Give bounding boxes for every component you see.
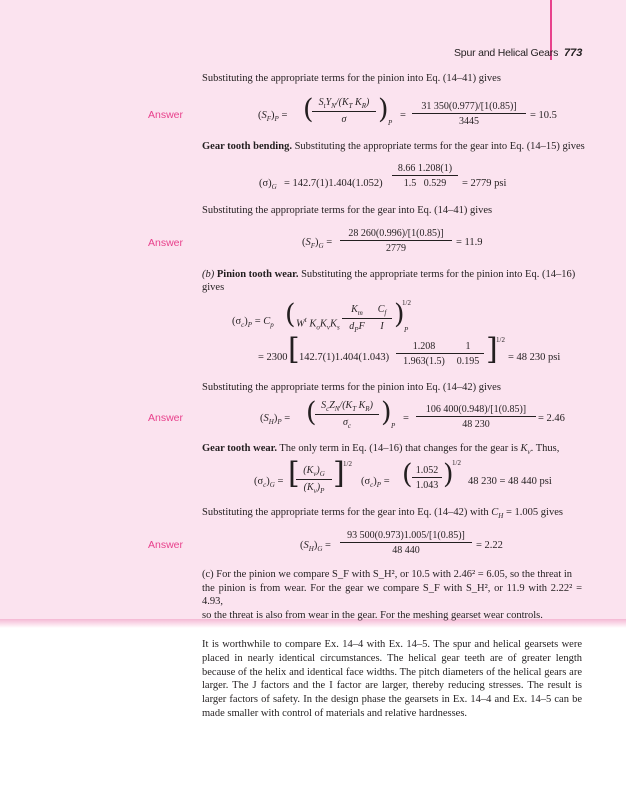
s4-exp-2: 1/2 bbox=[496, 336, 505, 344]
s8-line-1: (c) For the pinion we compare S_F with S_H², or 10.5 with 2.46² = 6.05, so the threat in bbox=[202, 569, 573, 580]
s4-line2-lead: = 2300 bbox=[258, 352, 288, 363]
s6-kv-frac: $\frac{(K_v)_G}{(K_v)_P}$ bbox=[296, 465, 332, 495]
s1-lhs: $(S_F)_P$ = bbox=[258, 110, 288, 124]
s4-result: = 48 230 psi bbox=[508, 352, 561, 363]
s4-sub-p: P bbox=[404, 326, 409, 334]
running-title: Spur and Helical Gears bbox=[454, 47, 559, 59]
answer-label-1: Answer bbox=[148, 109, 184, 121]
s1-paren-close: ) bbox=[378, 94, 389, 125]
s6-lhs: $(\sigma_c)_G$ = bbox=[254, 476, 284, 490]
s1-intro: Substituting the appropriate terms for the pinion into Eq. (14–41) gives bbox=[202, 73, 501, 84]
s5-frac: $\frac{106 400(0.948)/[1(0.85)]}{48 230}$ bbox=[416, 404, 536, 430]
s5-eq: = bbox=[403, 413, 409, 424]
s6-bracket-open: [ bbox=[288, 456, 300, 491]
s7-frac: $\frac{93 500(0.973)1.005/[1(0.85)]}{48 440}$ bbox=[340, 530, 472, 556]
s4-km-frac: $K_m$ $d_PF$ bbox=[342, 304, 372, 334]
s6-ratio-frac: $\frac{1.052}{1.043}$ bbox=[412, 465, 442, 491]
s4-bracket-open: [ bbox=[288, 332, 300, 367]
s4-load-terms: $W^t$ $K_oK_vK_s$ bbox=[296, 316, 340, 332]
s2-frac: $\frac{8.66 1.208(1)}{1.5 0.529}$ bbox=[392, 163, 458, 189]
s2-text: Gear tooth bending. Substituting the appropriate terms for the gear into Eq. (14–15) gives bbox=[202, 141, 585, 152]
s6-exp-2: 1/2 bbox=[452, 459, 461, 467]
s2-result: = 2779 psi bbox=[462, 178, 507, 189]
s8-line-2: the pinion is from wear. For the gear we compare S_F with S_H², or 11.9 with 2.22² = 4.93, bbox=[202, 582, 582, 608]
s6-sigma-p: $(\sigma_c)_P$ = bbox=[361, 476, 390, 490]
s5-paren-close: ) bbox=[381, 397, 392, 428]
s6-paren-close: ) bbox=[443, 459, 454, 490]
s3-frac: $\frac{28 260(0.996)/[1(0.85)]}{2779}$ bbox=[340, 228, 452, 254]
s4-frac-2: $\frac{1}{0.195}$ bbox=[452, 341, 484, 367]
s6-paren-open: ( bbox=[402, 459, 413, 490]
s1-result: = 10.5 bbox=[530, 110, 557, 121]
s7-lhs: $(S_H)_G$ = bbox=[300, 540, 331, 554]
s4-paren-open: ( bbox=[285, 299, 296, 330]
s3-result: = 11.9 bbox=[456, 237, 483, 248]
s4-frac-1: $\frac{1.208}{1.963(1.5)}$ bbox=[396, 341, 452, 367]
s6-text: Gear tooth wear. The only term in Eq. (14–16) that changes for the gear is $K_v$. Thus, bbox=[202, 443, 560, 457]
s6-bracket-close: ] bbox=[333, 456, 345, 491]
s1-paren-open: ( bbox=[303, 94, 314, 125]
s5-intro: Substituting the appropriate terms for the pinion into Eq. (14–42) gives bbox=[202, 382, 501, 393]
s1-inner-frac: $S_tY_N/(K_T$ $K_R$) σ bbox=[312, 97, 376, 125]
s4-exp-1: 1/2 bbox=[402, 299, 411, 307]
s8-line-3: so the threat is also from wear in the gear. For the meshing gearset wear controls. bbox=[202, 609, 543, 621]
s4-text-1: (b) Pinion tooth wear. Substituting the appropriate terms for the pinion into Eq. (14–16) bbox=[202, 269, 576, 280]
s6-exp-1: 1/2 bbox=[343, 460, 352, 468]
answer-label-3: Answer bbox=[148, 412, 184, 424]
s3-lhs: $(S_F)_G$ = bbox=[302, 237, 333, 251]
s5-inner-frac: $S_cZ_N/(K_T$ $K_R$) $\sigma_c$ bbox=[315, 400, 379, 430]
s2-lhs: $(\sigma)_G$ bbox=[259, 178, 277, 192]
s4-bracket-close: ] bbox=[486, 332, 498, 367]
s7-intro: Substituting the appropriate terms for the gear into Eq. (14–42) with $C_H = 1.005$ gives bbox=[202, 507, 563, 521]
s3-intro: Substituting the appropriate terms for the gear into Eq. (14–41) gives bbox=[202, 205, 493, 216]
comparison-paragraph: It is worthwhile to compare Ex. 14–4 with Ex. 14–5. The spur and helical gearsets were placed in nearly identical circumstances. The helical gear teeth are of greater length because of the helix and identical face widths. The pitch diameters of the helical gears are larger. The J factors and the I factor are larger, thereby reducing stresses. The result is larger factors of safety. In the design phase the gearsets in Ex. 14–4 and Ex. 14–5 can be made smaller with control of materials and relative hardnesses. bbox=[202, 639, 582, 719]
s4-paren-close: ) bbox=[394, 299, 405, 330]
s1-frac: $\frac{31 350(0.977)/[1(0.85)]}{3445}$ bbox=[412, 101, 526, 127]
s5-result: = 2.46 bbox=[538, 413, 565, 424]
s8-paragraph bbox=[202, 568, 582, 622]
answer-label-4: Answer bbox=[148, 539, 184, 551]
s7-result: = 2.22 bbox=[476, 540, 503, 551]
s4-text-2: gives bbox=[202, 282, 225, 293]
s6-result: 48 230 = 48 440 psi bbox=[468, 476, 552, 487]
s4-lhs: $(\sigma_c)_P = C_p$ bbox=[232, 316, 274, 330]
answer-label-2: Answer bbox=[148, 237, 184, 249]
s5-paren-open: ( bbox=[306, 397, 317, 428]
s1-eq: = bbox=[400, 110, 406, 121]
s2-mid: = 142.7(1)1.404(1.052) bbox=[284, 178, 383, 189]
s4-line2-mid: 142.7(1)1.404(1.043) bbox=[299, 352, 390, 363]
s1-sub-p: P bbox=[388, 119, 393, 127]
s4-cf-frac: $\frac{C_f}{I}$ bbox=[372, 304, 392, 332]
s5-lhs: $(S_H)_P$ = bbox=[260, 413, 291, 427]
page-number: 773 bbox=[564, 47, 583, 59]
s5-sub-p: P bbox=[391, 422, 396, 430]
